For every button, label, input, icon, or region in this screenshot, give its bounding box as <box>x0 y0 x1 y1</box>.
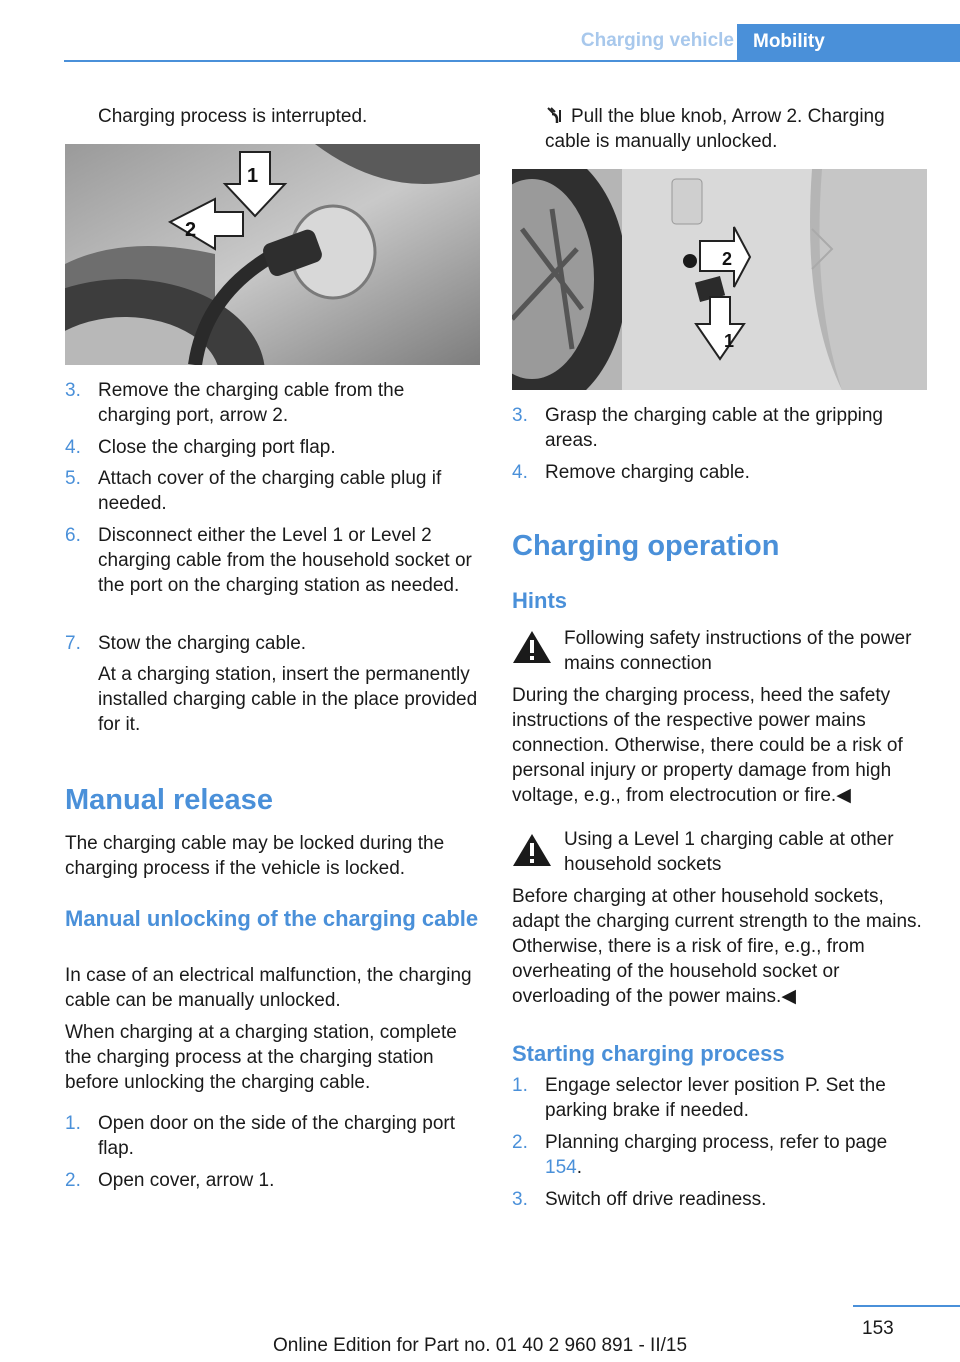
page-number-rule <box>853 1305 960 1307</box>
warning-icon <box>512 833 552 867</box>
list-number: 1. <box>512 1075 528 1096</box>
unlock-paragraph-1: In case of an electrical malfunction, the charging cable can be manually unlocked. <box>65 965 472 1011</box>
list-number: 6. <box>65 525 81 546</box>
page-number: 153 <box>862 1318 894 1339</box>
charging-port-figure <box>65 144 480 365</box>
manual-release-illustration <box>512 169 927 390</box>
step7-note: At a charging station, insert the permanently installed charging cable in the place provided for it. <box>98 664 478 735</box>
list-item <box>65 631 480 656</box>
list-text: Switch off drive readiness. <box>545 1189 767 1210</box>
charging-port-illustration <box>65 144 480 365</box>
list-item <box>65 378 480 428</box>
figure-label-1: 1 <box>724 331 735 351</box>
list-text-suffix: . <box>576 1157 582 1178</box>
list-item <box>65 435 480 460</box>
header-chapter-tab: Mobility <box>737 24 960 62</box>
list-number: 3. <box>65 380 81 401</box>
list-item <box>512 403 927 453</box>
list-number: 7. <box>65 633 81 654</box>
header-rule <box>64 60 960 62</box>
list-number: 4. <box>512 462 528 483</box>
heading-starting-charging: Starting charging process <box>512 1041 785 1066</box>
list-text-prefix: Planning charging process, refer to page <box>545 1132 888 1153</box>
list-number: 1. <box>65 1113 81 1134</box>
list-text: Engage selector lever position P. Set the parking brake if needed. <box>545 1075 886 1121</box>
pull-knob-text <box>512 104 927 154</box>
warning-body: Before charging at other household sockets, adapt the charging current strength to the mains. Otherwise, there is a risk of fire, e.g., from overheating of the household socket or overloading of the power mains.◀ <box>512 886 922 1007</box>
list-text: Attach cover of the charging cable plug if needed. <box>98 468 442 514</box>
list-item <box>65 1111 480 1161</box>
footer-edition: Online Edition for Part no. 01 40 2 960 891 - II/15 <box>272 1335 688 1356</box>
header-section-title: Charging vehicle <box>580 30 734 51</box>
list-text <box>512 1130 927 1180</box>
heading-charging-operation: Charging operation <box>512 530 780 562</box>
list-item <box>65 466 480 516</box>
warning-icon <box>512 630 552 664</box>
heading-hints: Hints <box>512 588 567 613</box>
list-number: 2. <box>512 1132 528 1153</box>
list-text: Remove charging cable. <box>545 462 750 483</box>
pull-knob-label: Pull the blue knob, Arrow 2. Charging cable is manually unlocked. <box>545 106 885 152</box>
list-item <box>512 1130 927 1180</box>
list-number: 2. <box>65 1170 81 1191</box>
unlock-paragraph-2: When charging at a charging station, complete the charging process at the charging station before unlocking the charging cable. <box>65 1022 457 1093</box>
plug-icon <box>545 106 563 124</box>
manual-release-figure <box>512 169 927 390</box>
list-text: Close the charging port flap. <box>98 437 336 458</box>
list-number: 4. <box>65 437 81 458</box>
list-text: Stow the charging cable. <box>98 633 307 654</box>
manual-release-text: The charging cable may be locked during the charging process if the vehicle is locked. <box>65 833 445 879</box>
list-text: Disconnect either the Level 1 or Level 2 charging cable from the household socket or the port on the charging station as needed. <box>98 525 472 596</box>
warning-body: During the charging process, heed the safety instructions of the respective power mains connection. Otherwise, there could be a risk of personal injury or property damage from high voltage, e.g., from electrocution or fire.◀ <box>512 685 903 806</box>
list-item <box>512 1073 927 1123</box>
list-number: 5. <box>65 468 81 489</box>
list-item <box>512 1187 927 1212</box>
heading-manual-release: Manual release <box>65 784 273 816</box>
list-number: 3. <box>512 1189 528 1210</box>
list-text: Open door on the side of the charging port flap. <box>98 1113 456 1159</box>
list-text: Grasp the charging cable at the gripping areas. <box>545 405 883 451</box>
page-link[interactable]: 154 <box>545 1157 577 1178</box>
list-item <box>65 523 480 598</box>
list-number: 3. <box>512 405 528 426</box>
intro-text: Charging process is interrupted. <box>98 106 368 127</box>
warning-title: Following safety instructions of the power mains connection <box>564 628 912 674</box>
figure-label-2: 2 <box>722 249 733 269</box>
warning-title: Using a Level 1 charging cable at other household sockets <box>564 829 894 875</box>
list-item <box>512 460 927 485</box>
list-item <box>65 1168 480 1193</box>
heading-manual-unlocking: Manual unlocking of the charging cable <box>65 906 479 931</box>
figure-label-2: 2 <box>185 219 197 241</box>
list-text: Remove the charging cable from the charging port, arrow 2. <box>98 380 405 426</box>
list-text: Open cover, arrow 1. <box>98 1170 275 1191</box>
figure-label-1: 1 <box>247 165 259 187</box>
